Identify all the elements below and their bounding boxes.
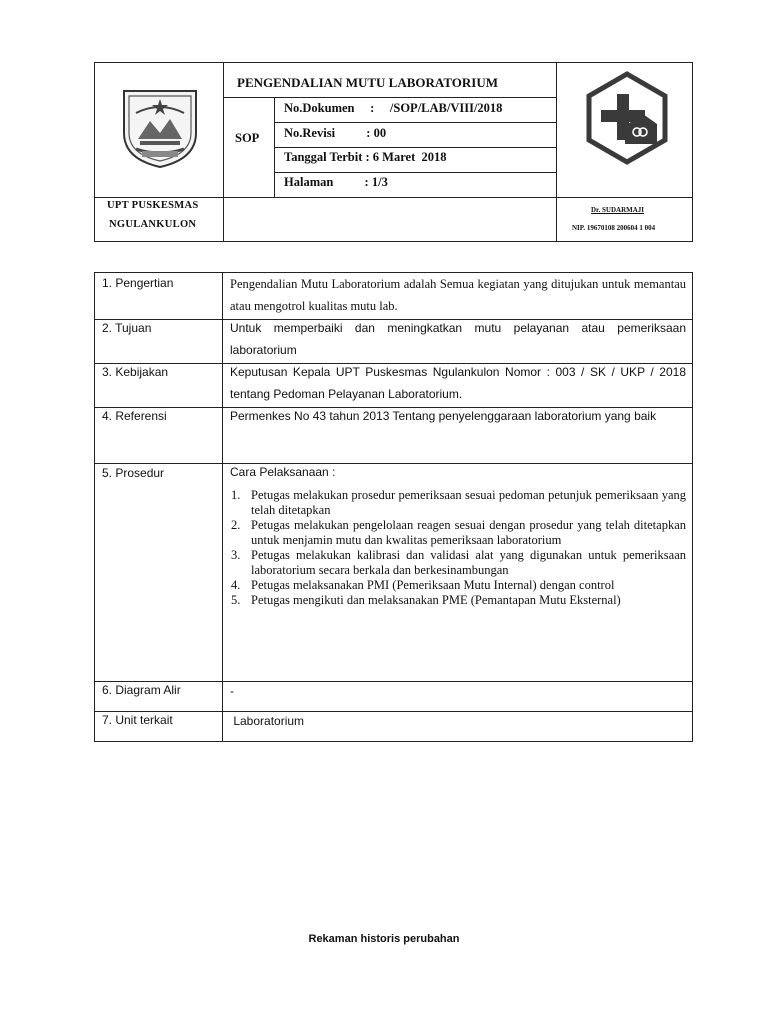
row-label-pengertian: 1. Pengertian <box>102 276 174 290</box>
issue-date: Tanggal Terbit : 6 Maret 2018 <box>284 150 447 164</box>
prosedur-steps <box>231 488 686 608</box>
row-text-referensi: Permenkes No 43 tahun 2013 Tentang penyelenggaraan laboratorium yang baik <box>230 409 657 423</box>
list-item: 5. Petugas mengikuti dan melaksanakan PME (Pemantapan Mutu Eksternal) <box>231 593 621 607</box>
signer-name: Dr. SUDARMAJI <box>591 206 645 214</box>
prosedur-intro: Cara Pelaksanaan : <box>230 465 336 479</box>
page-number: Halaman : 1/3 <box>284 175 388 189</box>
row-label-tujuan: 2. Tujuan <box>102 321 152 335</box>
row-label-unit-terkait: 7. Unit terkait <box>102 713 173 727</box>
list-item: 1. Petugas melakukan prosedur pemeriksaan sesuai pedoman petunjuk pemeriksaan yang telah ditetapkan <box>231 488 686 517</box>
sop-content-table <box>94 272 693 742</box>
row-text-pengertian: Pengendalian Mutu Laboratorium adalah Semua kegiatan yang ditujukan untuk memantau atau mengotrol kualitas mutu lab. <box>230 277 686 313</box>
revision-number: No.Revisi : 00 <box>284 126 387 140</box>
document-title: PENGENDALIAN MUTU LABORATORIUM <box>237 75 498 90</box>
signer-nip: NIP. 19670108 200604 1 004 <box>572 224 656 232</box>
doc-number: No.Dokumen : /SOP/LAB/VIII/2018 <box>284 101 503 115</box>
list-item: 3. Petugas melakukan kalibrasi dan validasi alat yang digunakan untuk pemeriksaan laboratorium secara berkala dan berkesinambungan <box>231 548 686 577</box>
footer-caption: Rekaman historis perubahan <box>308 933 460 945</box>
org-name-line1: UPT PUSKESMAS <box>107 200 199 211</box>
row-text-kebijakan: Keputusan Kepala UPT Puskesmas Ngulankulon Nomor : 003 / SK / UKP / 2018 tentang Pedoman Pelayanan Laboratorium. <box>230 365 686 401</box>
row-label-referensi: 4. Referensi <box>102 409 167 423</box>
list-item: 2. Petugas melakukan pengelolaan reagen sesuai dengan prosedur yang telah ditetapkan untuk menjamin mutu dan kwalitas pemeriksaan laboratorium <box>231 518 686 547</box>
sop-label: SOP <box>235 131 260 145</box>
puskesmas-logo-icon <box>579 70 675 166</box>
row-text-tujuan: Untuk memperbaiki dan meningkatkan mutu pelayanan atau pemeriksaan laboratorium <box>230 321 686 357</box>
regency-emblem-icon <box>116 83 204 171</box>
document-header <box>94 62 693 242</box>
row-label-prosedur: 5. Prosedur <box>102 466 165 480</box>
row-text-unit-terkait: Laboratorium <box>230 714 305 728</box>
list-item: 4. Petugas melaksanakan PMI (Pemeriksaan Mutu Internal) dengan control <box>231 578 615 592</box>
row-label-kebijakan: 3. Kebijakan <box>102 365 169 379</box>
row-label-diagram-alir: 6. Diagram Alir <box>102 683 181 697</box>
row-text-diagram-alir: - <box>230 684 234 698</box>
org-name-line2: NGULANKULON <box>109 219 197 230</box>
